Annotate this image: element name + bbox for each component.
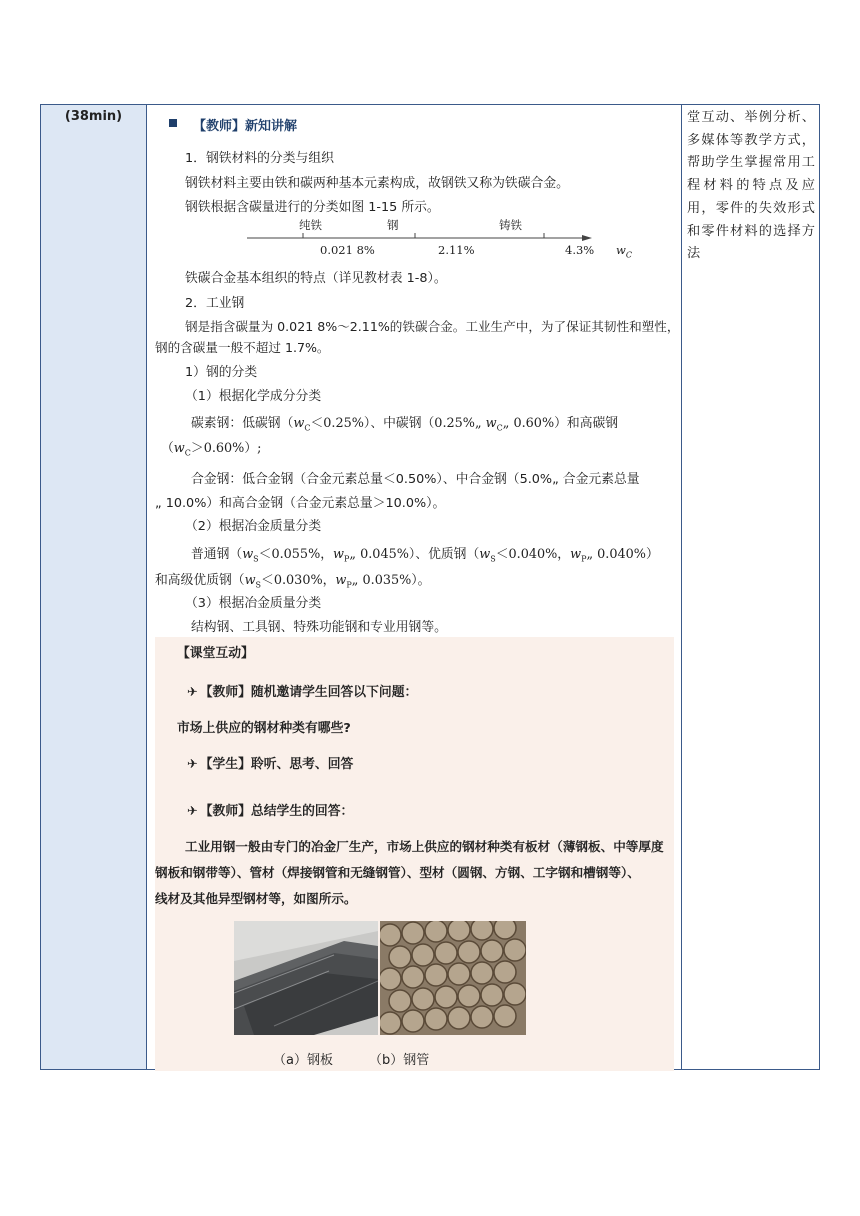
image-caption: （a）钢板 [273, 1053, 333, 1068]
paragraph: 钢是指含碳量为 0.021 8%～2.11%的铁碳合金。工业生产中，为了保证其韧性和塑性， [185, 319, 680, 334]
image-caption: （b）钢管 [369, 1053, 430, 1068]
carbon-steel-line: 碳素钢：低碳钢$(w_C<0.25\%)$、中碳钢（0.25%„ $w_C„$ 0.60%）和高碳钢 [191, 416, 619, 433]
steel-pipe-image [380, 921, 526, 1035]
time-label: (38min) [64, 109, 123, 124]
student-response: ✈ 【学生】聆听、思考、回答 [187, 757, 354, 772]
axis-tick-label: 0.021 8% [320, 243, 375, 257]
axis-label: 钢 [387, 218, 399, 232]
question-text: 市场上供应的钢材种类有哪些? [177, 721, 351, 736]
axis-tick-label: 2.11% [438, 243, 475, 257]
subsection-title: （1）根据化学成分分类 [185, 389, 322, 404]
axis-arrow-icon [582, 235, 592, 241]
plane-icon: ✈ [187, 804, 198, 819]
axis-variable: $w_C$ [616, 243, 632, 260]
quality-line: 和高级优质钢（$w_S<0.030\%$，$w_P„$ 0.035%）。 [155, 573, 431, 590]
section-heading: 【教师】新知讲解 [193, 119, 298, 134]
interaction-title: 【课堂互动】 [177, 646, 254, 661]
paragraph: 钢铁根据含碳量进行的分类如图 1-15 所示。 [185, 200, 440, 215]
steel-plate-image [234, 921, 378, 1035]
answer-line: 工业用钢一般由专门的冶金厂生产，市场上供应的钢材种类有板材（薄钢板、中等厚度 [185, 839, 664, 854]
answer-line: 线材及其他异型钢材等，如图所示。 [155, 891, 357, 906]
carbon-steel-line: $(w_C>0.60\%)$; [161, 441, 262, 458]
section2-title: 2．工业钢 [185, 296, 245, 311]
lesson-table [40, 104, 820, 1070]
paragraph: 铁碳合金基本组织的特点（详见教材表 1-8）。 [185, 271, 447, 286]
square-bullet-icon [169, 119, 177, 127]
notes-column [682, 105, 819, 1069]
paragraph: 结构钢、工具钢、特殊功能钢和专业用钢等。 [191, 620, 447, 635]
plane-icon: ✈ [187, 685, 198, 700]
answer-line: 钢板和钢带等）、管材（焊接钢管和无缝钢管）、型材（圆钢、方钢、工字钢和槽钢等）、 [155, 865, 640, 880]
axis-label: 铸铁 [499, 218, 522, 232]
quality-line: 普通钢（$w_S<0.055\%$，$w_P„$ 0.045%）、优质钢（$w_S<0.040\%$，$w_P„$ 0.040%） [191, 547, 659, 564]
content-column [147, 105, 682, 1069]
axis-tick-label: 4.3% [565, 243, 595, 257]
alloy-steel-line: 合金钢：低合金钢（合金元素总量＜0.50%）、中合金钢（5.0%„ 合金元素总量 [191, 472, 640, 487]
paragraph: 钢的含碳量一般不超过 1.7%。 [155, 340, 330, 355]
axis-label: 纯铁 [299, 218, 322, 232]
subsection-title: 1）钢的分类 [185, 365, 258, 380]
subsection-title: （3）根据冶金质量分类 [185, 596, 322, 611]
teacher-summary: ✈ 【教师】总结学生的回答： [187, 804, 354, 819]
teacher-prompt: ✈ 【教师】随机邀请学生回答以下问题： [187, 685, 418, 700]
teaching-method-note: 堂互动、举例分析、多媒体等教学方式，帮助学生掌握常用工程材料的特点及应用，零件的失效形式和零件材料的选择方法 [687, 110, 815, 262]
section1-title: 1．钢铁材料的分类与组织 [185, 151, 334, 166]
paragraph: 钢铁材料主要由铁和碳两种基本元素构成，故钢铁又称为铁碳合金。 [185, 176, 569, 191]
plane-icon: ✈ [187, 757, 198, 772]
subsection-title: （2）根据冶金质量分类 [185, 519, 322, 534]
time-column [41, 105, 147, 1069]
alloy-steel-line: „ 10.0%）和高合金钢（合金元素总量＞10.0%）。 [155, 496, 446, 511]
